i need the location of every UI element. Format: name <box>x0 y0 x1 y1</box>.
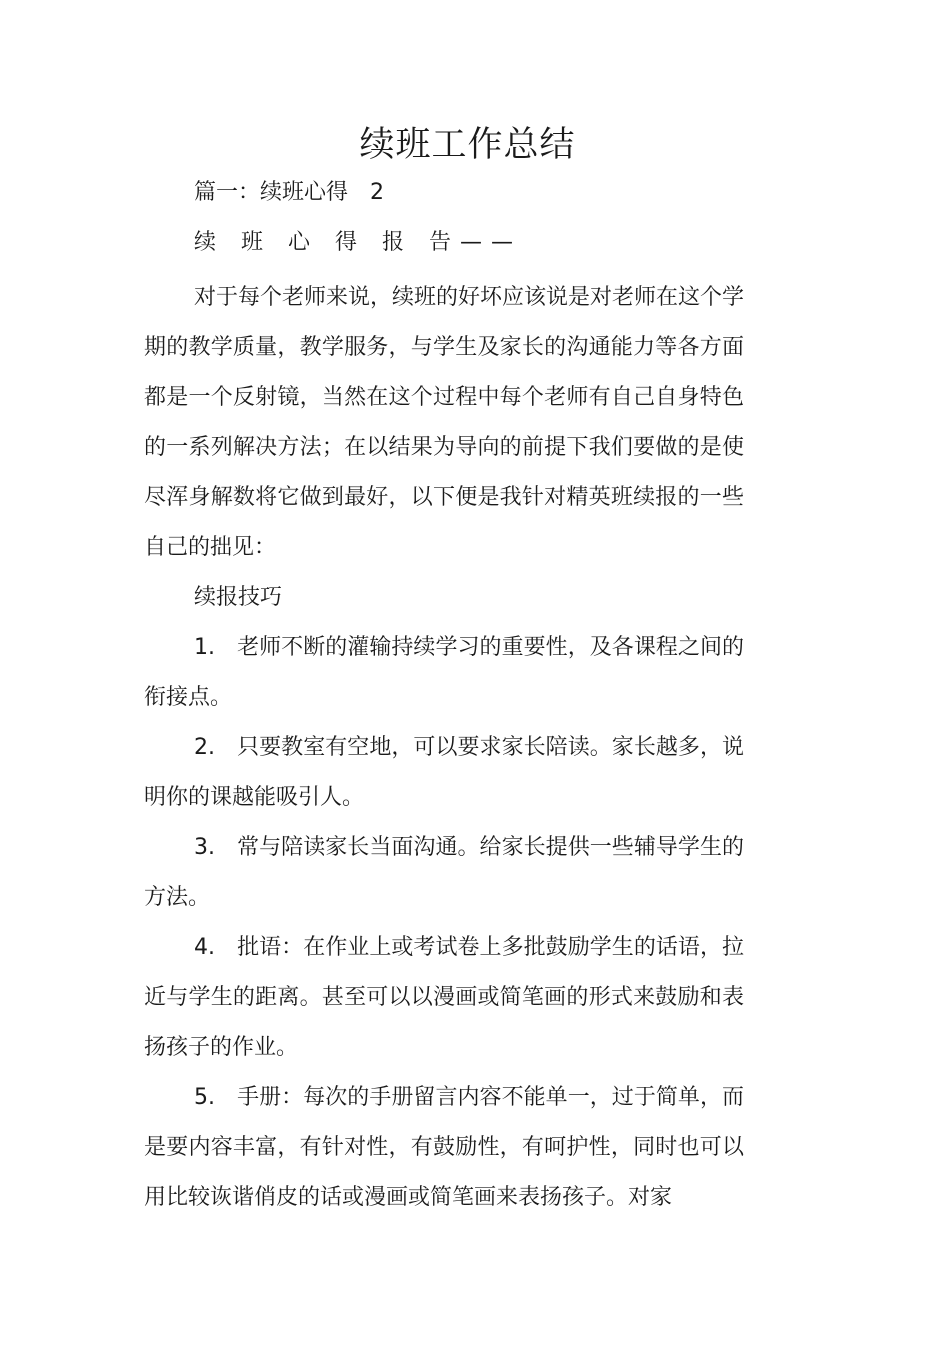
report-heading: 续 班 心 得 报 告—— <box>194 230 522 255</box>
document-title: 续班工作总结 <box>359 125 576 165</box>
paragraph-intro: 对于每个老师来说，续班的好坏应该说是对老师在这个学期的教学质量，教学服务，与学生及家长的沟通能力等各方面都是一个反射镜，当然在这个过程中每个老师有自己自身特色的一系列解决方法；在以结果为导向的前提下我们要做的是使尽浑身解数将它做到最好，以下便是我针对精英班续报的一些自己的拙见： <box>144 285 745 560</box>
document-body <box>144 273 744 1223</box>
paragraph-item-3: 3. 常与陪读家长当面沟通。给家长提供一些辅导学生的方法。 <box>144 835 744 910</box>
paragraph-tips-heading: 续报技巧 <box>194 585 283 610</box>
paragraph-item-4: 4. 批语：在作业上或考试卷上多批鼓励学生的话语，拉近与学生的距离。甚至可以以漫画或简笔画的形式来鼓励和表扬孩子的作业。 <box>144 935 744 1060</box>
paragraph-item-2: 2. 只要教室有空地，可以要求家长陪读。家长越多，说明你的课越能吸引人。 <box>144 735 744 810</box>
paragraph-item-5: 5. 手册：每次的手册留言内容不能单一，过于简单，而是要内容丰富，有针对性，有鼓励性，有呵护性，同时也可以用比较诙谐俏皮的话或漫画或简笔画来表扬孩子。对家 <box>144 1085 744 1210</box>
section-heading: 篇一：续班心得 2 <box>194 180 384 205</box>
paragraph-item-1: 1. 老师不断的灌输持续学习的重要性，及各课程之间的衔接点。 <box>144 635 744 710</box>
